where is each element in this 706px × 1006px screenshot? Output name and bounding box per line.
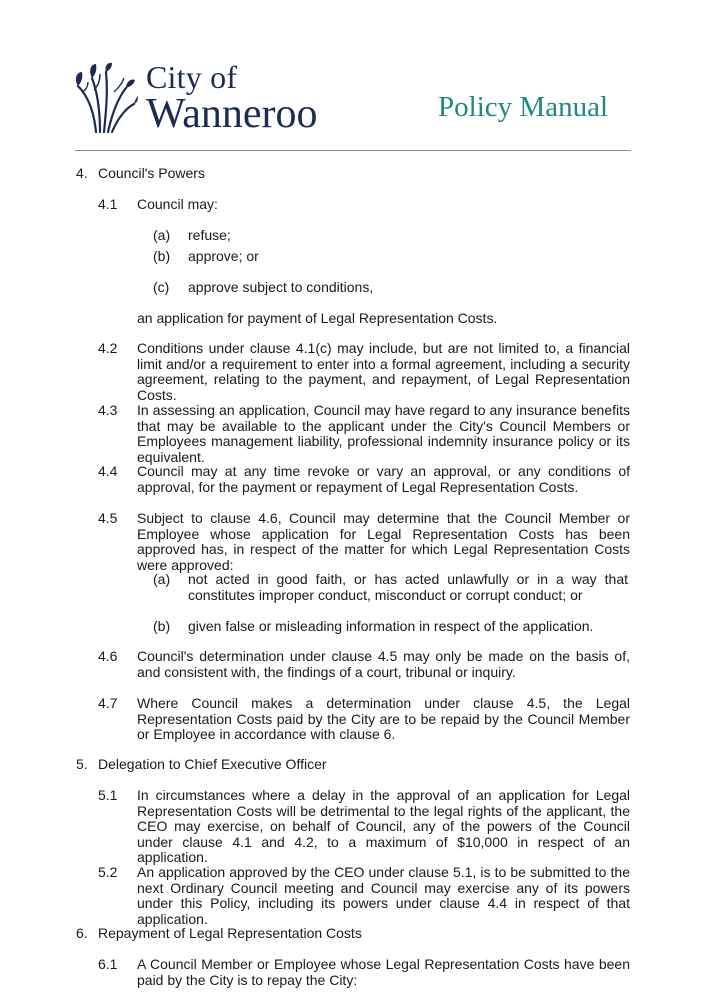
subclause-text: refuse; — [188, 227, 231, 243]
section-number: 5. — [76, 756, 88, 772]
clause-text: Where Council makes a determination under clause 4.5, the Legal Representation Costs paid by the City are to be repaid by the Council Member or Employee in accordance with clause 6. — [137, 695, 630, 743]
clause-number: 6.1 — [98, 956, 118, 972]
subclause-label: (b) — [153, 248, 171, 264]
header-divider — [75, 150, 631, 151]
clause-number: 4.2 — [98, 340, 118, 356]
clause-text: Conditions under clause 4.1(c) may include, but are not limited to, a financial limit and/or a requirement to enter into a formal agreement, including a security agreement, relating to the payment, and repayment, of Legal Representation Costs. — [137, 340, 630, 403]
clause-text: An application approved by the CEO under clause 5.1, is to be submitted to the next Ordinary Council meeting and Council may exercise any of its powers under this Policy, including its powers under clause 4.4 in respect of that application. — [137, 864, 630, 927]
clause-number: 4.6 — [98, 648, 118, 664]
kangaroo-paw-logo-icon — [74, 62, 138, 134]
subclause-label: (c) — [153, 279, 170, 295]
logo-city-text: City of — [146, 59, 238, 95]
section-heading: Delegation to Chief Executive Officer — [98, 756, 327, 772]
section-number: 6. — [76, 925, 88, 941]
section-number: 4. — [76, 165, 88, 181]
subclause-label: (a) — [153, 571, 171, 587]
section-heading: Council's Powers — [98, 165, 205, 181]
policy-manual-title: Policy Manual — [438, 91, 608, 123]
clause-number: 4.1 — [98, 196, 118, 212]
clause-text: Subject to clause 4.6, Council may determine that the Council Member or Employee whose application for Legal Representation Costs has been approved has, in respect of the matter for which Legal Representation Costs were approved: — [137, 510, 630, 573]
page-header — [0, 0, 706, 152]
subclause-text: approve subject to conditions, — [188, 279, 374, 295]
clause-text: In circumstances where a delay in the approval of an application for Legal Representation Costs will be detrimental to the legal rights of the applicant, the CEO may exercise, on behalf of Council, any of the powers of the Council under clause 4.1 and 4.2, to a maximum of $10,000 in respect of an application. — [137, 787, 630, 866]
subclause-label: (a) — [153, 227, 171, 243]
clause-text: A Council Member or Employee whose Legal Representation Costs have been paid by the City is to repay the City: — [137, 956, 630, 988]
clause-number: 4.4 — [98, 463, 118, 479]
clause-text: Council may: — [137, 196, 218, 212]
clause-number: 4.3 — [98, 402, 118, 418]
clause-number: 4.5 — [98, 510, 118, 526]
clause-text: Council's determination under clause 4.5 may only be made on the basis of, and consistent with, the findings of a court, tribunal or inquiry. — [137, 648, 630, 680]
subclause-text: not acted in good faith, or has acted unlawfully or in a way that constitutes improper conduct, misconduct or corrupt conduct; or — [188, 571, 628, 603]
clause-number: 4.7 — [98, 695, 118, 711]
clause-continuation: an application for payment of Legal Representation Costs. — [137, 310, 498, 326]
subclause-text: approve; or — [188, 248, 259, 264]
clause-number: 5.2 — [98, 864, 118, 880]
subclause-label: (b) — [153, 618, 171, 634]
logo-wanneroo-text: Wanneroo — [146, 91, 318, 137]
clause-text: Council may at any time revoke or vary an approval, or any conditions of approval, for the payment or repayment of Legal Representation Costs. — [137, 463, 630, 495]
clause-number: 5.1 — [98, 787, 118, 803]
clause-text: In assessing an application, Council may have regard to any insurance benefits that may be available to the applicant under the City's Council Members or Employees management liability, professional indemnity insurance policy or its equivalent. — [137, 402, 630, 465]
subclause-text: given false or misleading information in respect of the application. — [188, 618, 594, 634]
section-heading: Repayment of Legal Representation Costs — [98, 925, 362, 941]
